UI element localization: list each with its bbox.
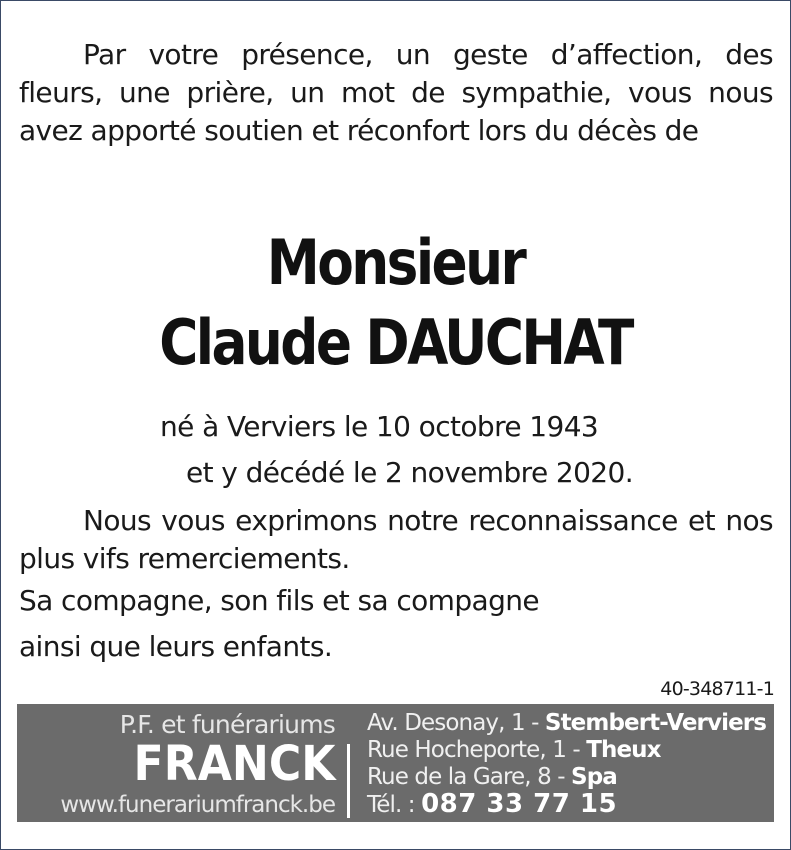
- intro-text: Par votre présence, un geste d’affection, des fleurs, une prière, un mot de sympathie, vous nous avez apporté soutien et réconfort lors du décès de: [19, 38, 773, 147]
- thanks-paragraph: [19, 502, 773, 578]
- family-line-2: ainsi que leurs enfants.: [19, 630, 333, 663]
- address-line: Av. Desonay, 1 - Stembert-Verviers: [367, 710, 767, 736]
- intro-paragraph: [19, 36, 773, 150]
- banner-divider: [347, 744, 350, 818]
- funeral-home-banner: [17, 704, 774, 822]
- funeral-home-subtitle: P.F. et funérariums: [119, 710, 335, 739]
- birth-line: né à Verviers le 10 octobre 1943: [160, 410, 599, 443]
- deceased-name: Claude DAUCHAT: [159, 306, 632, 379]
- death-line: et y décédé le 2 novembre 2020.: [186, 456, 634, 489]
- address-line: Rue de la Gare, 8 - Spa: [367, 764, 617, 790]
- phone-label: Tél. :: [367, 792, 422, 818]
- phone-number: 087 33 77 15: [421, 789, 618, 819]
- phone-line: [367, 791, 767, 819]
- funeral-home-brand: FRANCK: [133, 736, 335, 792]
- funeral-home-identity: [17, 704, 335, 822]
- family-line-1: Sa compagne, son fils et sa compagne: [19, 584, 540, 617]
- funeral-home-website[interactable]: www.funerariumfranck.be: [60, 792, 335, 818]
- address-line: Rue Hocheporte, 1 - Theux: [367, 737, 661, 763]
- thanks-text: Nous vous exprimons notre reconnaissance et nos plus vifs remerciements.: [19, 504, 773, 575]
- reference-number: 40-348711-1: [660, 678, 774, 700]
- funeral-home-addresses: [367, 710, 767, 819]
- deceased-title: Monsieur: [266, 226, 525, 299]
